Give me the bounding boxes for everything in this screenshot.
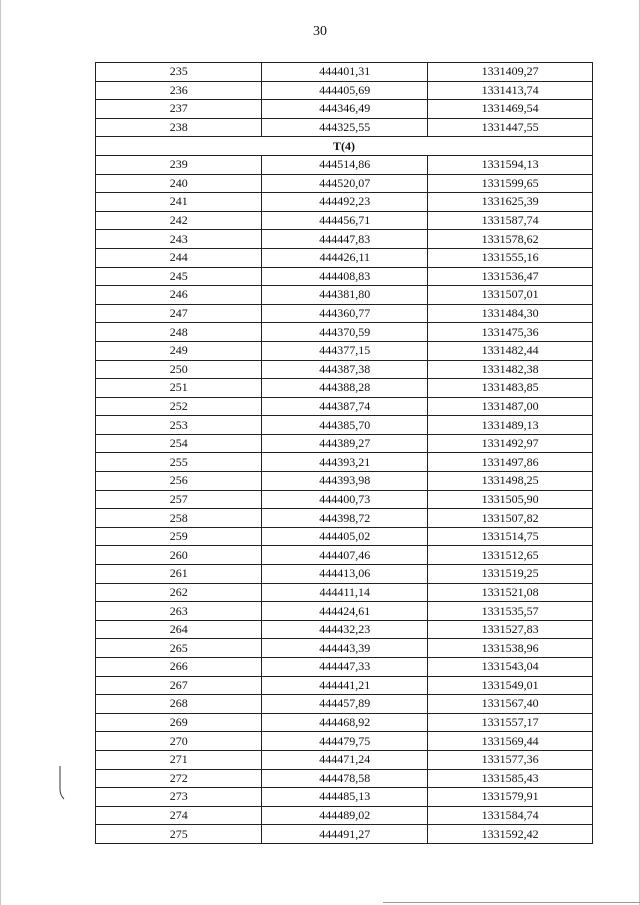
table-row bbox=[96, 81, 593, 100]
table-row bbox=[96, 248, 593, 267]
y-coordinate-cell: 1331482,38 bbox=[428, 360, 593, 379]
point-number-cell: 240 bbox=[96, 174, 262, 193]
y-coordinate-cell: 1331492,97 bbox=[428, 434, 593, 453]
table-row bbox=[96, 490, 593, 509]
y-coordinate-cell: 1331484,30 bbox=[428, 304, 593, 323]
point-number-cell: 244 bbox=[96, 248, 262, 267]
x-coordinate-cell: 444398,72 bbox=[262, 509, 428, 528]
y-coordinate-cell: 1331483,85 bbox=[428, 379, 593, 398]
x-coordinate-cell: 444471,24 bbox=[262, 750, 428, 769]
section-label: T(4) bbox=[96, 137, 593, 156]
page-number: 30 bbox=[313, 24, 327, 39]
table-row bbox=[96, 769, 593, 788]
y-coordinate-cell: 1331447,55 bbox=[428, 118, 593, 137]
y-coordinate-cell: 1331512,65 bbox=[428, 546, 593, 565]
x-coordinate-cell: 444478,58 bbox=[262, 769, 428, 788]
point-number-cell: 258 bbox=[96, 509, 262, 528]
point-number-cell: 249 bbox=[96, 341, 262, 360]
table-row bbox=[96, 230, 593, 249]
point-number-cell: 263 bbox=[96, 602, 262, 621]
point-number-cell: 267 bbox=[96, 676, 262, 695]
table-row bbox=[96, 174, 593, 193]
x-coordinate-cell: 444491,27 bbox=[262, 825, 428, 844]
table-row bbox=[96, 155, 593, 174]
table-row bbox=[96, 713, 593, 732]
y-coordinate-cell: 1331578,62 bbox=[428, 230, 593, 249]
table-row bbox=[96, 193, 593, 212]
x-coordinate-cell: 444408,83 bbox=[262, 267, 428, 286]
x-coordinate-cell: 444325,55 bbox=[262, 118, 428, 137]
page-edge-left bbox=[0, 0, 1, 905]
point-number-cell: 266 bbox=[96, 658, 262, 677]
point-number-cell: 257 bbox=[96, 490, 262, 509]
y-coordinate-cell: 1331569,44 bbox=[428, 732, 593, 751]
x-coordinate-cell: 444424,61 bbox=[262, 602, 428, 621]
table-row bbox=[96, 527, 593, 546]
point-number-cell: 254 bbox=[96, 434, 262, 453]
y-coordinate-cell: 1331507,01 bbox=[428, 286, 593, 305]
x-coordinate-cell: 444381,80 bbox=[262, 286, 428, 305]
table-row bbox=[96, 806, 593, 825]
table-row bbox=[96, 286, 593, 305]
y-coordinate-cell: 1331469,54 bbox=[428, 100, 593, 119]
table-row bbox=[96, 565, 593, 584]
point-number-cell: 238 bbox=[96, 118, 262, 137]
table-row bbox=[96, 211, 593, 230]
y-coordinate-cell: 1331543,04 bbox=[428, 658, 593, 677]
point-number-cell: 253 bbox=[96, 416, 262, 435]
y-coordinate-cell: 1331487,00 bbox=[428, 397, 593, 416]
coordinates-table bbox=[95, 62, 593, 844]
point-number-cell: 273 bbox=[96, 788, 262, 807]
table-row bbox=[96, 341, 593, 360]
x-coordinate-cell: 444377,15 bbox=[262, 341, 428, 360]
table-row bbox=[96, 825, 593, 844]
y-coordinate-cell: 1331536,47 bbox=[428, 267, 593, 286]
y-coordinate-cell: 1331567,40 bbox=[428, 695, 593, 714]
y-coordinate-cell: 1331592,42 bbox=[428, 825, 593, 844]
x-coordinate-cell: 444492,23 bbox=[262, 193, 428, 212]
table-row bbox=[96, 472, 593, 491]
table-row bbox=[96, 434, 593, 453]
x-coordinate-cell: 444468,92 bbox=[262, 713, 428, 732]
x-coordinate-cell: 444407,46 bbox=[262, 546, 428, 565]
y-coordinate-cell: 1331584,74 bbox=[428, 806, 593, 825]
point-number-cell: 246 bbox=[96, 286, 262, 305]
y-coordinate-cell: 1331587,74 bbox=[428, 211, 593, 230]
point-number-cell: 243 bbox=[96, 230, 262, 249]
x-coordinate-cell: 444405,02 bbox=[262, 527, 428, 546]
table-row bbox=[96, 658, 593, 677]
point-number-cell: 241 bbox=[96, 193, 262, 212]
table-row bbox=[96, 453, 593, 472]
y-coordinate-cell: 1331514,75 bbox=[428, 527, 593, 546]
y-coordinate-cell: 1331475,36 bbox=[428, 323, 593, 342]
x-coordinate-cell: 444514,86 bbox=[262, 155, 428, 174]
y-coordinate-cell: 1331497,86 bbox=[428, 453, 593, 472]
point-number-cell: 268 bbox=[96, 695, 262, 714]
table-row bbox=[96, 397, 593, 416]
y-coordinate-cell: 1331557,17 bbox=[428, 713, 593, 732]
point-number-cell: 262 bbox=[96, 583, 262, 602]
x-coordinate-cell: 444411,14 bbox=[262, 583, 428, 602]
table-row bbox=[96, 379, 593, 398]
point-number-cell: 271 bbox=[96, 750, 262, 769]
table-row bbox=[96, 323, 593, 342]
x-coordinate-cell: 444388,28 bbox=[262, 379, 428, 398]
point-number-cell: 242 bbox=[96, 211, 262, 230]
y-coordinate-cell: 1331519,25 bbox=[428, 565, 593, 584]
table-row bbox=[96, 360, 593, 379]
point-number-cell: 252 bbox=[96, 397, 262, 416]
rows-after-section bbox=[96, 155, 593, 843]
point-number-cell: 250 bbox=[96, 360, 262, 379]
point-number-cell: 269 bbox=[96, 713, 262, 732]
margin-pen-mark bbox=[57, 765, 67, 805]
y-coordinate-cell: 1331599,65 bbox=[428, 174, 593, 193]
y-coordinate-cell: 1331507,82 bbox=[428, 509, 593, 528]
y-coordinate-cell: 1331498,25 bbox=[428, 472, 593, 491]
table-row bbox=[96, 620, 593, 639]
x-coordinate-cell: 444387,38 bbox=[262, 360, 428, 379]
table-row bbox=[96, 304, 593, 323]
point-number-cell: 256 bbox=[96, 472, 262, 491]
y-coordinate-cell: 1331625,39 bbox=[428, 193, 593, 212]
y-coordinate-cell: 1331538,96 bbox=[428, 639, 593, 658]
y-coordinate-cell: 1331527,83 bbox=[428, 620, 593, 639]
x-coordinate-cell: 444441,21 bbox=[262, 676, 428, 695]
x-coordinate-cell: 444389,27 bbox=[262, 434, 428, 453]
point-number-cell: 274 bbox=[96, 806, 262, 825]
table-row bbox=[96, 118, 593, 137]
y-coordinate-cell: 1331521,08 bbox=[428, 583, 593, 602]
x-coordinate-cell: 444489,02 bbox=[262, 806, 428, 825]
x-coordinate-cell: 444370,59 bbox=[262, 323, 428, 342]
x-coordinate-cell: 444426,11 bbox=[262, 248, 428, 267]
point-number-cell: 265 bbox=[96, 639, 262, 658]
point-number-cell: 270 bbox=[96, 732, 262, 751]
x-coordinate-cell: 444432,23 bbox=[262, 620, 428, 639]
x-coordinate-cell: 444360,77 bbox=[262, 304, 428, 323]
y-coordinate-cell: 1331413,74 bbox=[428, 81, 593, 100]
point-number-cell: 248 bbox=[96, 323, 262, 342]
point-number-cell: 261 bbox=[96, 565, 262, 584]
table-row bbox=[96, 416, 593, 435]
point-number-cell: 259 bbox=[96, 527, 262, 546]
table-row bbox=[96, 788, 593, 807]
y-coordinate-cell: 1331489,13 bbox=[428, 416, 593, 435]
x-coordinate-cell: 444385,70 bbox=[262, 416, 428, 435]
point-number-cell: 272 bbox=[96, 769, 262, 788]
x-coordinate-cell: 444479,75 bbox=[262, 732, 428, 751]
y-coordinate-cell: 1331482,44 bbox=[428, 341, 593, 360]
x-coordinate-cell: 444401,31 bbox=[262, 63, 428, 82]
x-coordinate-cell: 444346,49 bbox=[262, 100, 428, 119]
table-row bbox=[96, 602, 593, 621]
y-coordinate-cell: 1331577,36 bbox=[428, 750, 593, 769]
x-coordinate-cell: 444393,21 bbox=[262, 453, 428, 472]
x-coordinate-cell: 444443,39 bbox=[262, 639, 428, 658]
point-number-cell: 251 bbox=[96, 379, 262, 398]
table-row bbox=[96, 639, 593, 658]
point-number-cell: 237 bbox=[96, 100, 262, 119]
x-coordinate-cell: 444393,98 bbox=[262, 472, 428, 491]
x-coordinate-cell: 444405,69 bbox=[262, 81, 428, 100]
table-row bbox=[96, 509, 593, 528]
y-coordinate-cell: 1331549,01 bbox=[428, 676, 593, 695]
y-coordinate-cell: 1331535,57 bbox=[428, 602, 593, 621]
table-row bbox=[96, 732, 593, 751]
rows-before-section bbox=[96, 63, 593, 137]
x-coordinate-cell: 444520,07 bbox=[262, 174, 428, 193]
point-number-cell: 245 bbox=[96, 267, 262, 286]
point-number-cell: 255 bbox=[96, 453, 262, 472]
bottom-scan-edge bbox=[383, 902, 640, 903]
table-row bbox=[96, 267, 593, 286]
point-number-cell: 236 bbox=[96, 81, 262, 100]
section-row bbox=[96, 137, 593, 156]
table-row bbox=[96, 546, 593, 565]
x-coordinate-cell: 444456,71 bbox=[262, 211, 428, 230]
point-number-cell: 264 bbox=[96, 620, 262, 639]
point-number-cell: 239 bbox=[96, 155, 262, 174]
y-coordinate-cell: 1331594,13 bbox=[428, 155, 593, 174]
y-coordinate-cell: 1331505,90 bbox=[428, 490, 593, 509]
y-coordinate-cell: 1331585,43 bbox=[428, 769, 593, 788]
x-coordinate-cell: 444447,83 bbox=[262, 230, 428, 249]
table-row bbox=[96, 695, 593, 714]
x-coordinate-cell: 444400,73 bbox=[262, 490, 428, 509]
x-coordinate-cell: 444387,74 bbox=[262, 397, 428, 416]
x-coordinate-cell: 444457,89 bbox=[262, 695, 428, 714]
x-coordinate-cell: 444485,13 bbox=[262, 788, 428, 807]
y-coordinate-cell: 1331555,16 bbox=[428, 248, 593, 267]
section-header bbox=[96, 137, 593, 156]
table-row bbox=[96, 100, 593, 119]
y-coordinate-cell: 1331409,27 bbox=[428, 63, 593, 82]
point-number-cell: 247 bbox=[96, 304, 262, 323]
y-coordinate-cell: 1331579,91 bbox=[428, 788, 593, 807]
table-row bbox=[96, 750, 593, 769]
point-number-cell: 275 bbox=[96, 825, 262, 844]
x-coordinate-cell: 444413,06 bbox=[262, 565, 428, 584]
table-row bbox=[96, 676, 593, 695]
point-number-cell: 260 bbox=[96, 546, 262, 565]
table-row bbox=[96, 63, 593, 82]
x-coordinate-cell: 444447,33 bbox=[262, 658, 428, 677]
table-row bbox=[96, 583, 593, 602]
point-number-cell: 235 bbox=[96, 63, 262, 82]
